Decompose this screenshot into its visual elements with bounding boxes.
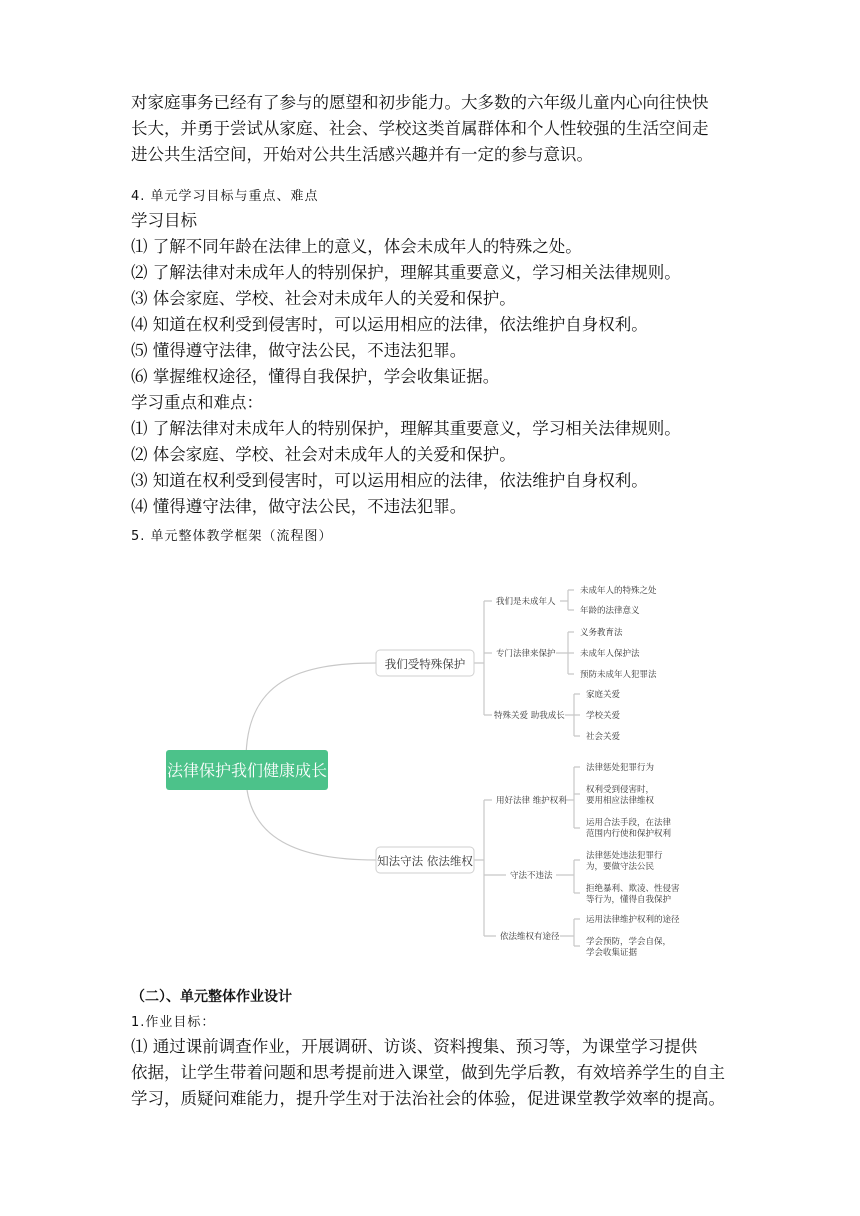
goal-item: ⑸ 懂得遵守法律，做守法公民，不违法犯罪。 (131, 341, 467, 360)
leaf-label: 范围内行使和保护权利 (586, 829, 672, 839)
leaf-label: 权利受到侵害时， (586, 785, 655, 795)
keypoint-item: ⑵ 体会家庭、学校、社会对未成年人的关爱和保护。 (131, 445, 516, 464)
leaf-label: 等行为，懂得自我保护 (586, 895, 672, 905)
leaf-label: 未成年人的特殊之处 (580, 586, 657, 596)
leaf-label: 学校关爱 (586, 711, 621, 721)
goals-title: 学习目标 (131, 211, 197, 230)
child-label: 我们是未成年人 (496, 597, 556, 607)
leaf-label: 未成年人保护法 (580, 649, 640, 659)
section-5-heading: 5. 单元整体教学框架（流程图） (131, 529, 333, 544)
branch-connector (474, 800, 506, 936)
branch-connector (474, 601, 492, 715)
leaf-label: 预防未成年人犯罪法 (580, 670, 657, 680)
keypoint-item: ⑷ 懂得遵守法律，做守法公民，不违法犯罪。 (131, 497, 467, 516)
homework-line-2: 依据，让学生带着问题和思考提前进入课堂，做到先学后教，有效培养学生的自主 (131, 1063, 725, 1082)
section-2-heading: （二）、单元整体作业设计 (131, 989, 292, 1005)
keypoint-item: ⑴ 了解法律对未成年人的特别保护，理解其重要意义，学习相关法律规则。 (131, 419, 681, 438)
leaf-connector (556, 860, 580, 893)
homework-goal-title: 1.作业目标： (131, 1015, 216, 1030)
leaf-label: 法律惩处违法犯罪行 (586, 851, 663, 861)
leaf-label: 义务教育法 (580, 628, 623, 638)
homework-line-3: 学习，质疑问难能力，提升学生对于法治社会的体验，促进课堂教学效率的提高。 (131, 1089, 725, 1108)
leaf-connector (565, 694, 580, 736)
child-label: 特殊关爱 助我成长 (494, 711, 565, 721)
leaf-label: 学会收集证据 (586, 948, 638, 958)
child-label: 守法不违法 (510, 871, 553, 881)
leaf-label: 要用相应法律维权 (586, 796, 655, 806)
mindmap-root-label: 法律保护我们健康成长 (166, 761, 328, 780)
child-label: 用好法律 维护权利 (496, 796, 567, 806)
leaf-label: 运用法律维护权利的途径 (586, 915, 680, 925)
leaf-connector (565, 767, 580, 828)
goal-item: ⑵ 了解法律对未成年人的特别保护，理解其重要意义，学习相关法律规则。 (131, 263, 681, 282)
leaf-label: 法律惩处犯罪行为 (586, 763, 655, 773)
leaf-connector (560, 919, 580, 946)
intro-line-1: 对家庭事务已经有了参与的愿望和初步能力。大多数的六年级儿童内心向往快快 (131, 93, 709, 112)
leaf-label: 社会关爱 (586, 732, 621, 742)
leaf-label: 年龄的法律意义 (580, 606, 640, 616)
leaf-label: 家庭关爱 (586, 690, 621, 700)
branch-label: 知法守法 依法维权 (377, 854, 473, 868)
leaf-label: 运用合法手段，在法律 (586, 818, 672, 828)
intro-line-3: 进公共生活空间，开始对公共生活感兴趣并有一定的参与意识。 (131, 145, 593, 164)
homework-line-1: ⑴ 通过课前调查作业，开展调研、访谈、资料搜集、预习等，为课堂学习提供 (131, 1037, 698, 1056)
leaf-label: 拒绝暴利、欺凌、性侵害 (586, 884, 680, 894)
child-label: 专门法律来保护 (496, 649, 556, 659)
leaf-connector (556, 632, 574, 674)
goal-item: ⑶ 体会家庭、学校、社会对未成年人的关爱和保护。 (131, 289, 516, 308)
goal-item: ⑹ 掌握维权途径，懂得自我保护，学会收集证据。 (131, 367, 500, 386)
keypoint-item: ⑶ 知道在权利受到侵害时，可以运用相应的法律，依法维护自身权利。 (131, 471, 648, 490)
branch-label: 我们受特殊保护 (384, 657, 466, 671)
goal-item: ⑴ 了解不同年龄在法律上的意义，体会未成年人的特殊之处。 (131, 237, 582, 256)
root-branch-connector (246, 663, 376, 760)
keypoints-title: 学习重点和难点： (131, 393, 263, 412)
goal-item: ⑷ 知道在权利受到侵害时，可以运用相应的法律，依法维护自身权利。 (131, 315, 648, 334)
section-4-heading: 4. 单元学习目标与重点、难点 (131, 189, 319, 204)
leaf-connector (560, 590, 574, 610)
leaf-label: 学会预防，学会自保， (586, 937, 672, 947)
leaf-label: 为，要做守法公民 (586, 862, 655, 872)
child-label: 依法维权有途径 (500, 932, 560, 942)
intro-line-2: 长大，并勇于尝试从家庭、社会、学校这类首属群体和个人性较强的生活空间走 (131, 119, 709, 138)
